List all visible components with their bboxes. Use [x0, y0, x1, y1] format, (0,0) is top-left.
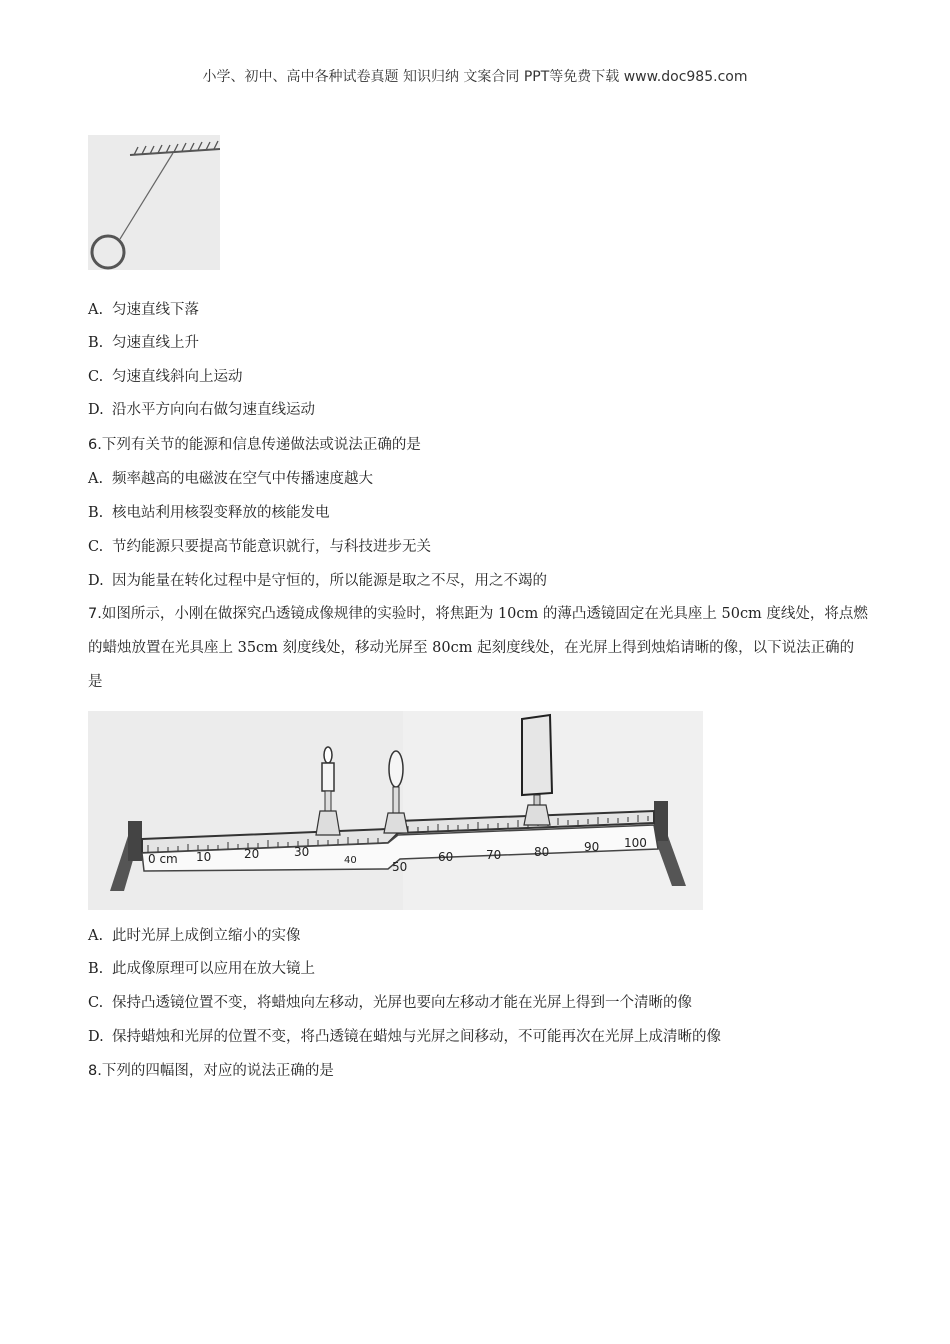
- q7-option-a: [88, 926, 301, 946]
- ruler-label: 50: [392, 860, 408, 874]
- option-label: A.: [88, 928, 104, 944]
- option-text: 保持凸透镜位置不变，将蜡烛向左移动，光屏也要向左移动才能在光屏上得到一个清晰的像: [112, 995, 692, 1011]
- option-text: 匀速直线下落: [112, 302, 199, 318]
- q6-option-c: [88, 537, 431, 557]
- option-label: D.: [88, 402, 104, 418]
- ruler-label: 70: [486, 848, 502, 862]
- q6-option-b: [88, 503, 330, 523]
- option-label: A.: [88, 471, 104, 487]
- option-label: D.: [88, 573, 104, 589]
- q6-stem: [88, 435, 421, 455]
- ruler-label: 100: [624, 836, 647, 850]
- q5-option-d: [88, 400, 315, 420]
- optical-bench-figure: [88, 711, 703, 910]
- question-text: 下列的四幅图，对应的说法正确的是: [101, 1063, 334, 1079]
- option-label: C.: [88, 995, 104, 1011]
- ruler-label: 60: [438, 850, 454, 864]
- question-number: 7.: [88, 606, 102, 622]
- q8-stem: [88, 1061, 334, 1081]
- q5-option-c: [88, 367, 243, 387]
- question-number: 8.: [88, 1063, 102, 1079]
- option-label: C.: [88, 539, 104, 555]
- ruler-label: 90: [584, 840, 600, 854]
- pendulum-figure: [88, 135, 220, 270]
- q7-stem: [88, 597, 868, 699]
- ruler-label: 20: [244, 847, 260, 861]
- option-text: 匀速直线斜向上运动: [112, 369, 243, 385]
- ruler-label: 0 cm: [148, 852, 178, 866]
- q5-option-a: [88, 300, 199, 320]
- question-text: 下列有关节的能源和信息传递做法或说法正确的是: [101, 437, 421, 453]
- option-label: B.: [88, 961, 104, 977]
- option-text: 频率越高的电磁波在空气中传播速度越大: [112, 471, 373, 487]
- option-text: 保持蜡烛和光屏的位置不变，将凸透镜在蜡烛与光屏之间移动，不可能再次在光屏上成清晰的像: [112, 1029, 721, 1045]
- ruler-label: 30: [294, 845, 310, 859]
- q6-option-d: [88, 571, 547, 591]
- question-text: 如图所示，小刚在做探究凸透镜成像规律的实验时，将焦距为 10cm 的薄凸透镜固定在光具座上 50cm 度线处，将点燃的蜡烛放置在光具座上 35cm 刻度线处，移动光屏至 80cm 起刻度线处，在光屏上得到烛焰请晰的像，以下说法正确的是: [88, 606, 868, 690]
- option-label: C.: [88, 369, 104, 385]
- option-text: 因为能量在转化过程中是守恒的，所以能源是取之不尽，用之不竭的: [112, 573, 547, 589]
- q5-option-b: [88, 333, 199, 353]
- option-label: B.: [88, 505, 104, 521]
- q6-option-a: [88, 469, 373, 489]
- question-number: 6.: [88, 437, 102, 453]
- page-header: 小学、初中、高中各种试卷真题 知识归纳 文案合同 PPT等免费下载 www.doc985.com: [202, 69, 748, 85]
- option-label: D.: [88, 1029, 104, 1045]
- option-text: 此时光屏上成倒立缩小的实像: [112, 928, 301, 944]
- ruler-label: 80: [534, 845, 550, 859]
- option-text: 匀速直线上升: [112, 335, 199, 351]
- q7-option-b: [88, 959, 315, 979]
- q7-option-d: [88, 1027, 721, 1047]
- option-text: 此成像原理可以应用在放大镜上: [112, 961, 315, 977]
- option-text: 核电站利用核裂变释放的核能发电: [112, 505, 330, 521]
- ruler-label: 40: [344, 855, 357, 866]
- option-text: 沿水平方向向右做匀速直线运动: [112, 402, 315, 418]
- q7-option-c: [88, 993, 692, 1013]
- option-label: A.: [88, 302, 104, 318]
- ruler-label: 10: [196, 850, 212, 864]
- option-text: 节约能源只要提高节能意识就行，与科技进步无关: [112, 539, 431, 555]
- option-label: B.: [88, 335, 104, 351]
